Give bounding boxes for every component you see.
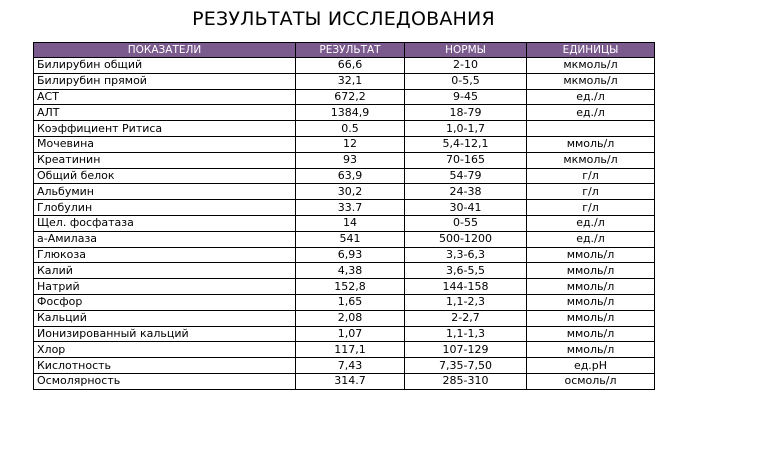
norm-range-cell: 500-1200	[405, 231, 527, 247]
result-value-cell: 1,07	[296, 326, 405, 342]
table-row	[34, 310, 655, 326]
unit-cell: ед./л	[527, 89, 655, 105]
result-value-cell: 1384,9	[296, 105, 405, 121]
result-value-cell: 2,08	[296, 310, 405, 326]
indicator-name-cell: АСТ	[34, 89, 296, 105]
result-value-cell: 1,65	[296, 294, 405, 310]
table-header-row	[34, 43, 655, 58]
unit-cell: ед./л	[527, 105, 655, 121]
results-table	[33, 42, 655, 390]
indicator-name-cell: Фосфор	[34, 294, 296, 310]
unit-cell: ммоль/л	[527, 342, 655, 358]
unit-cell	[527, 121, 655, 137]
unit-cell: ммоль/л	[527, 263, 655, 279]
norm-range-cell: 7,35-7,50	[405, 358, 527, 374]
result-value-cell: 63,9	[296, 168, 405, 184]
result-value-cell: 14	[296, 215, 405, 231]
result-value-cell: 117,1	[296, 342, 405, 358]
norm-range-cell: 5,4-12,1	[405, 136, 527, 152]
result-value-cell: 12	[296, 136, 405, 152]
table-row	[34, 263, 655, 279]
indicator-name-cell: Осмолярность	[34, 373, 296, 389]
unit-cell: ммоль/л	[527, 310, 655, 326]
norm-range-cell: 54-79	[405, 168, 527, 184]
indicator-name-cell: Ионизированный кальций	[34, 326, 296, 342]
indicator-name-cell: Калий	[34, 263, 296, 279]
unit-cell: мкмоль/л	[527, 58, 655, 74]
norm-range-cell: 2-2,7	[405, 310, 527, 326]
table-row	[34, 121, 655, 137]
result-value-cell: 0.5	[296, 121, 405, 137]
unit-cell: осмоль/л	[527, 373, 655, 389]
norm-range-cell: 3,6-5,5	[405, 263, 527, 279]
table-row	[34, 152, 655, 168]
header-units: ЕДИНИЦЫ	[527, 43, 655, 58]
indicator-name-cell: Креатинин	[34, 152, 296, 168]
indicator-name-cell: Билирубин общий	[34, 58, 296, 74]
unit-cell: ммоль/л	[527, 279, 655, 295]
norm-range-cell: 18-79	[405, 105, 527, 121]
indicator-name-cell: Глобулин	[34, 200, 296, 216]
norm-range-cell: 1,0-1,7	[405, 121, 527, 137]
result-value-cell: 33.7	[296, 200, 405, 216]
indicator-name-cell: Глюкоза	[34, 247, 296, 263]
indicator-name-cell: Кальций	[34, 310, 296, 326]
header-result: РЕЗУЛЬТАТ	[296, 43, 405, 58]
table-row	[34, 373, 655, 389]
norm-range-cell: 2-10	[405, 58, 527, 74]
result-value-cell: 4,38	[296, 263, 405, 279]
result-value-cell: 672,2	[296, 89, 405, 105]
table-row	[34, 247, 655, 263]
norm-range-cell: 30-41	[405, 200, 527, 216]
table-row	[34, 136, 655, 152]
table-row	[34, 73, 655, 89]
table-row	[34, 231, 655, 247]
result-value-cell: 93	[296, 152, 405, 168]
table-row	[34, 279, 655, 295]
indicator-name-cell: Хлор	[34, 342, 296, 358]
result-value-cell: 7,43	[296, 358, 405, 374]
indicator-name-cell: Билирубин прямой	[34, 73, 296, 89]
result-value-cell: 541	[296, 231, 405, 247]
indicator-name-cell: Коэффициент Ритиса	[34, 121, 296, 137]
result-value-cell: 66,6	[296, 58, 405, 74]
page-title: РЕЗУЛЬТАТЫ ИССЛЕДОВАНИЯ	[192, 8, 495, 30]
table-row	[34, 342, 655, 358]
header-indicators: ПОКАЗАТЕЛИ	[34, 43, 296, 58]
indicator-name-cell: Альбумин	[34, 184, 296, 200]
unit-cell: ммоль/л	[527, 247, 655, 263]
table-row	[34, 200, 655, 216]
header-norms: НОРМЫ	[405, 43, 527, 58]
unit-cell: ммоль/л	[527, 136, 655, 152]
unit-cell: г/л	[527, 184, 655, 200]
norm-range-cell: 144-158	[405, 279, 527, 295]
table-row	[34, 358, 655, 374]
table-row	[34, 294, 655, 310]
unit-cell: ммоль/л	[527, 326, 655, 342]
table-row	[34, 215, 655, 231]
norm-range-cell: 70-165	[405, 152, 527, 168]
result-value-cell: 314.7	[296, 373, 405, 389]
indicator-name-cell: Щел. фосфатаза	[34, 215, 296, 231]
norm-range-cell: 285-310	[405, 373, 527, 389]
unit-cell: ед.pH	[527, 358, 655, 374]
norm-range-cell: 107-129	[405, 342, 527, 358]
unit-cell: г/л	[527, 200, 655, 216]
indicator-name-cell: Кислотность	[34, 358, 296, 374]
table-row	[34, 184, 655, 200]
result-value-cell: 6,93	[296, 247, 405, 263]
norm-range-cell: 0-5,5	[405, 73, 527, 89]
unit-cell: ммоль/л	[527, 294, 655, 310]
indicator-name-cell: Общий белок	[34, 168, 296, 184]
norm-range-cell: 1,1-2,3	[405, 294, 527, 310]
indicator-name-cell: а-Амилаза	[34, 231, 296, 247]
result-value-cell: 32,1	[296, 73, 405, 89]
indicator-name-cell: Натрий	[34, 279, 296, 295]
table-row	[34, 168, 655, 184]
indicator-name-cell: АЛТ	[34, 105, 296, 121]
unit-cell: мкмоль/л	[527, 152, 655, 168]
unit-cell: ед./л	[527, 215, 655, 231]
norm-range-cell: 9-45	[405, 89, 527, 105]
norm-range-cell: 0-55	[405, 215, 527, 231]
table-body	[34, 58, 655, 390]
table-row	[34, 105, 655, 121]
unit-cell: мкмоль/л	[527, 73, 655, 89]
norm-range-cell: 24-38	[405, 184, 527, 200]
table-row	[34, 326, 655, 342]
table-row	[34, 89, 655, 105]
unit-cell: г/л	[527, 168, 655, 184]
norm-range-cell: 1,1-1,3	[405, 326, 527, 342]
result-value-cell: 152,8	[296, 279, 405, 295]
norm-range-cell: 3,3-6,3	[405, 247, 527, 263]
unit-cell: ед./л	[527, 231, 655, 247]
table-row	[34, 58, 655, 74]
result-value-cell: 30,2	[296, 184, 405, 200]
indicator-name-cell: Мочевина	[34, 136, 296, 152]
